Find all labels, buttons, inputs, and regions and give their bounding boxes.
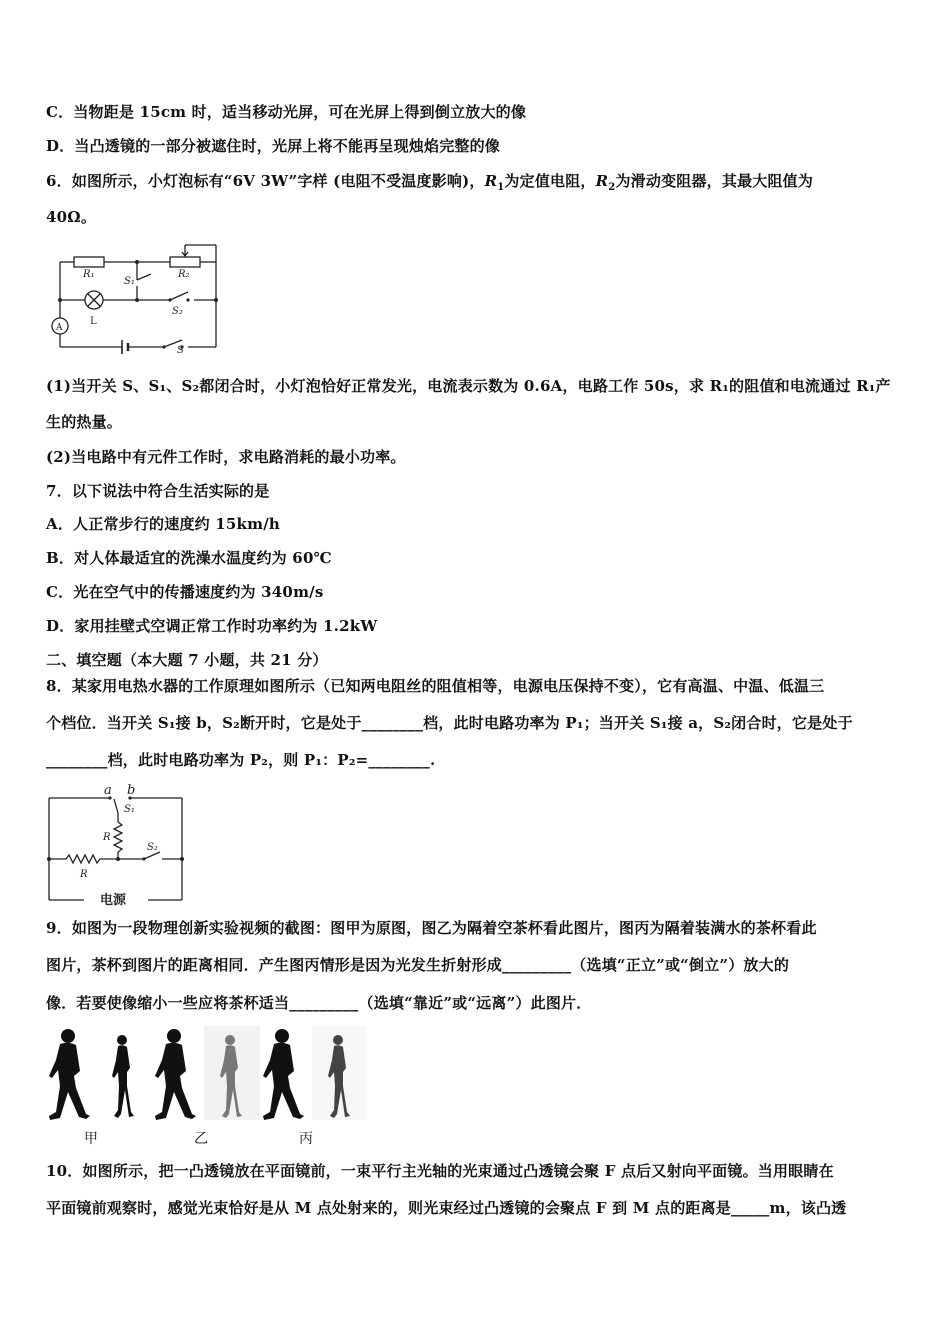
q6-circuit-diagram <box>44 240 224 358</box>
option-c-line: C．当物距是 15cm 时，适当移动光屏，可在光屏上得到倒立放大的像 <box>46 103 527 121</box>
q6-r2-subscript: 2 <box>608 182 616 193</box>
q6-r2-symbol: R <box>595 172 609 190</box>
option-d-line: D．当凸透镜的一部分被遮住时，光屏上将不能再呈现烛焰完整的像 <box>46 137 501 155</box>
q6-part1-line-2: 生的热量。 <box>46 413 123 431</box>
q6-stem-start: 6．如图所示，小灯泡标有“6V 3W”字样 (电阻不受温度影响)， <box>46 172 485 190</box>
power-source-label: 电源 <box>100 893 127 908</box>
q6-r1-subscript: 1 <box>497 182 505 193</box>
horizontal-r-label: R <box>80 869 88 880</box>
q6-part1-line: (1)当开关 S、S₁、S₂都闭合时，小灯泡恰好正常发光，电流表示数为 0.6A，电路工作 50s，求 R₁的阻值和电流通过 R₁产 <box>46 377 891 395</box>
q6-stem-mid: 为定值电阻， <box>504 172 596 190</box>
s1-switch <box>137 274 151 280</box>
s2-label: S₂ <box>147 842 158 853</box>
q9-line-2: 图片，茶杯到图片的距离相同．产生图丙情形是因为光发生折射形成_________（选填“正立”或“倒立”）放大的 <box>46 956 790 974</box>
s2-switch <box>170 292 188 300</box>
q8-line-3: ________档，此时电路功率为 P₂，则 P₁：P₂=________. <box>46 751 436 769</box>
vertical-resistor <box>114 822 122 852</box>
terminal-b-label: b <box>127 783 136 798</box>
q7-option-b: B．对人体最适宜的洗澡水温度约为 60℃ <box>46 549 332 567</box>
q7-option-a: A．人正常步行的速度约 15km/h <box>46 515 280 533</box>
q8-line-2: 个档位．当开关 S₁接 b，S₂断开时，它是处于________档，此时电路功率为 P₁；当开关 S₁接 a，S₂闭合时，它是处于 <box>46 714 853 732</box>
q9-line-1: 9．如图为一段物理创新实验视频的截图：图甲为原图，图乙为隔着空茶杯看此图片，图丙为隔着装满水的茶杯看此 <box>46 919 817 937</box>
r1-resistor <box>74 257 104 267</box>
q7-option-c: C．光在空气中的传播速度约为 340m/s <box>46 583 324 601</box>
s1-switch <box>114 799 118 813</box>
lamp-label: L <box>90 316 97 327</box>
q6-part2-line: (2)当电路中有元件工作时，求电路消耗的最小功率。 <box>46 448 406 466</box>
figure-yi <box>155 1026 260 1120</box>
ammeter-label: A <box>56 323 63 333</box>
q7-option-d: D．家用挂壁式空调正常工作时功率约为 1.2kW <box>46 617 378 635</box>
vertical-r-label: R <box>103 832 111 843</box>
figure-jia <box>49 1029 134 1120</box>
q9-line-3: 像．若要使像缩小一些应将茶杯适当_________（选填“靠近”或“远离”）此图片． <box>46 994 592 1012</box>
horizontal-resistor <box>66 855 100 863</box>
q8-circuit-diagram <box>44 782 189 908</box>
terminal-a-label: a <box>104 783 112 798</box>
q6-stem-line <box>46 171 813 198</box>
s2-switch <box>144 852 160 859</box>
s-label: S <box>177 345 184 356</box>
q6-r1-symbol: R <box>484 172 498 190</box>
q7-stem: 7．以下说法中符合生活实际的是 <box>46 482 270 500</box>
r1-label: R₁ <box>83 269 95 280</box>
q10-line-1: 10．如图所示，把一凸透镜放在平面镜前，一束平行主光轴的光束通过凸透镜会聚 F 点后又射向平面镜。当用眼睛在 <box>46 1162 834 1180</box>
r2-resistor <box>170 257 200 267</box>
q9-silhouette-figures <box>44 1024 374 1124</box>
s2-label: S₂ <box>172 306 183 317</box>
caption-yi: 乙 <box>194 1131 208 1147</box>
q8-line-1: 8．某家用电热水器的工作原理如图所示（已知两电阻丝的阻值相等，电源电压保持不变），它有高温、中温、低温三 <box>46 677 825 695</box>
q10-line-2: 平面镜前观察时，感觉光束恰好是从 M 点处射来的，则光束经过凸透镜的会聚点 F 到 M 点的距离是_____m，该凸透 <box>46 1199 847 1217</box>
figure-bing <box>263 1026 366 1120</box>
q6-stem-end: 为滑动变阻器，其最大阻值为 <box>615 172 814 190</box>
s1-label: S₁ <box>124 804 135 815</box>
r2-label: R₂ <box>178 269 190 280</box>
caption-bing: 丙 <box>299 1131 313 1147</box>
caption-jia: 甲 <box>84 1131 98 1147</box>
q6-stem-line-2: 40Ω。 <box>46 208 97 226</box>
s1-label: S₁ <box>124 276 135 287</box>
section-2-heading: 二、填空题（本大题 7 小题，共 21 分） <box>46 651 328 669</box>
